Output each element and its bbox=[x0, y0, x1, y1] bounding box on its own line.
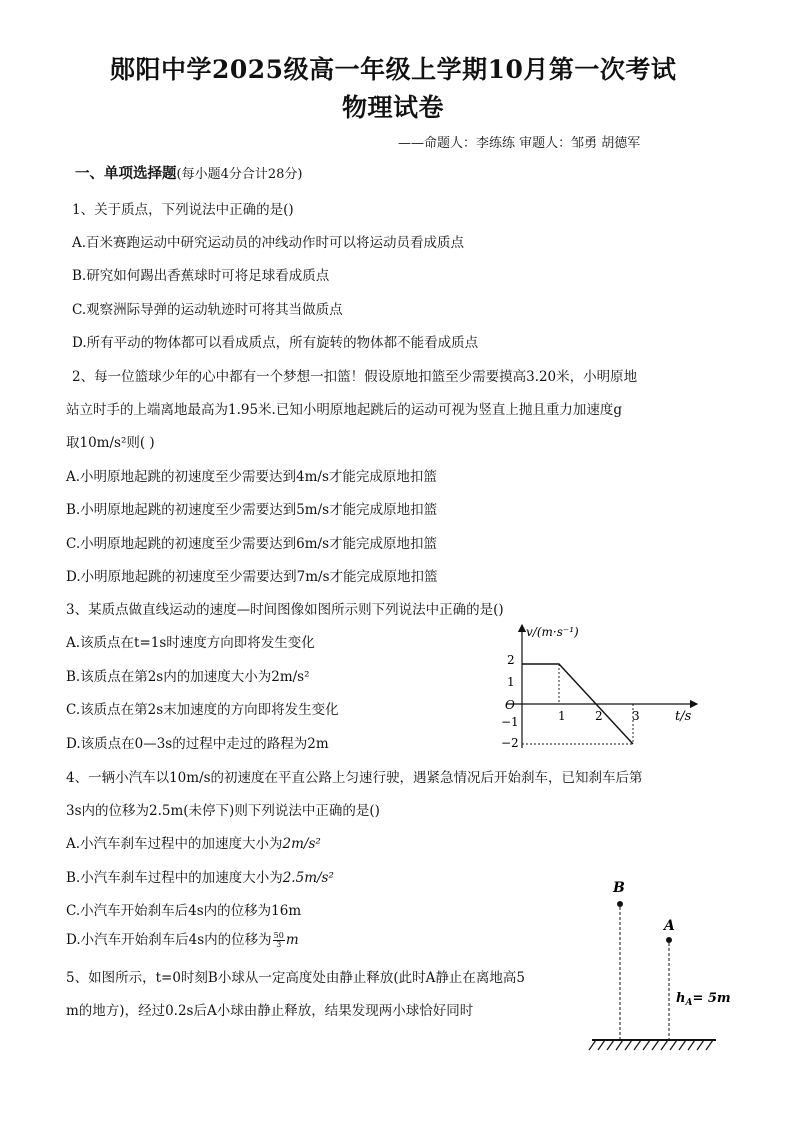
fraction-numerator: 50 bbox=[273, 931, 284, 940]
q4-option-b-math: 2.5m/s² bbox=[282, 870, 334, 886]
hatch-stroke bbox=[661, 1040, 668, 1050]
ball-b bbox=[617, 901, 623, 907]
section-title: 一、单项选择题 bbox=[75, 165, 177, 182]
y-tick-1: 1 bbox=[507, 675, 515, 689]
ball-a-label: A bbox=[664, 918, 675, 934]
ball-b-label: B bbox=[613, 880, 625, 896]
y-tick-neg1: −1 bbox=[501, 715, 519, 729]
q4-stem-line2: 3s内的位移为2.5m(未停下)则下列说法中正确的是() bbox=[66, 803, 380, 819]
x-tick-2: 2 bbox=[595, 709, 603, 723]
q4-option-d bbox=[66, 928, 299, 949]
q1-option-d: D.所有平动的物体都可以看成质点，所有旋转的物体都不能看成质点 bbox=[72, 335, 479, 351]
q5-stem-line1: 5、如图所示，t=0时刻B小球从一定高度处由静止释放(此时A静止在离地高5 bbox=[66, 970, 525, 986]
q1-option-b: B.研究如何踢出香蕉球时可将足球看成质点 bbox=[72, 268, 330, 284]
exam-subtitle: 物理试卷 bbox=[342, 93, 445, 122]
y-tick-neg2: −2 bbox=[501, 736, 519, 750]
hatch-stroke bbox=[598, 1040, 605, 1050]
hatch-stroke bbox=[688, 1040, 695, 1050]
q2-option-b: B.小明原地起跳的初速度至少需要达到5m/s才能完成原地扣篮 bbox=[66, 502, 438, 518]
q2-option-d: D.小明原地起跳的初速度至少需要达到7m/s才能完成原地扣篮 bbox=[66, 569, 438, 585]
q5-stem-line2: m的地方)，经过0.2s后A小球由静止释放，结果发现两小球恰好同时 bbox=[66, 1003, 474, 1019]
q4-option-d-text: D.小汽车开始刹车后4s内的位移为 bbox=[66, 932, 272, 948]
q2-stem-line2: 站立时手的上端离地最高为1.95米.已知小明原地起跳后的运动可视为竖直上抛且重力加速度g bbox=[66, 402, 622, 418]
exam-title: 郧阳中学2025级高一年级上学期10月第一次考试 bbox=[110, 55, 677, 84]
x-axis-label: t/s bbox=[675, 709, 692, 724]
hatch-stroke bbox=[634, 1040, 641, 1050]
x-tick-3: 3 bbox=[632, 709, 640, 723]
ball-a bbox=[666, 937, 672, 943]
q2-stem-line1: 2、每一位篮球少年的心中都有一个梦想一扣篮！假设原地扣篮至少需要摸高3.20米，小明原地 bbox=[72, 369, 638, 385]
q1-stem: 1、关于质点，下列说法中正确的是() bbox=[72, 202, 294, 218]
author-line: ——命题人：李练练 审题人：邹勇 胡德军 bbox=[398, 136, 641, 151]
q4-option-c: C.小汽车开始刹车后4s内的位移为16m bbox=[66, 903, 302, 919]
origin-label: O bbox=[505, 698, 515, 712]
hatch-stroke bbox=[616, 1040, 623, 1050]
q1-option-a: A.百米赛跑运动中研究运动员的冲线动作时可以将运动员看成质点 bbox=[72, 235, 465, 251]
velocity-time-graph bbox=[495, 620, 705, 755]
hatch-stroke bbox=[625, 1040, 632, 1050]
q3-stem: 3、某质点做直线运动的速度—时间图像如图所示则下列说法中正确的是() bbox=[66, 602, 504, 618]
y-axis-label: v/(m·s⁻¹) bbox=[526, 625, 579, 639]
section-heading bbox=[75, 162, 302, 183]
hatch-stroke bbox=[679, 1040, 686, 1050]
hatch-stroke bbox=[652, 1040, 659, 1050]
hatch-stroke bbox=[670, 1040, 677, 1050]
q4-option-d-unit: m bbox=[285, 932, 299, 948]
falling-balls-figure bbox=[588, 872, 731, 1062]
hatch-stroke bbox=[643, 1040, 650, 1050]
height-value: = 5m bbox=[692, 991, 731, 1006]
x-tick-1: 1 bbox=[558, 709, 566, 723]
q3-option-a: A.该质点在t=1s时速度方向即将发生变化 bbox=[66, 635, 315, 651]
q4-option-a bbox=[66, 832, 321, 852]
q2-option-a: A.小明原地起跳的初速度至少需要达到4m/s才能完成原地扣篮 bbox=[66, 469, 437, 485]
ground-hatching bbox=[589, 1040, 713, 1050]
hatch-stroke bbox=[697, 1040, 704, 1050]
q4-option-a-math: 2m/s² bbox=[282, 836, 321, 852]
q2-option-c: C.小明原地起跳的初速度至少需要达到6m/s才能完成原地扣篮 bbox=[66, 536, 438, 552]
height-subscript: A bbox=[685, 998, 693, 1008]
q1-option-c: C.观察洲际导弹的运动轨迹时可将其当做质点 bbox=[72, 302, 343, 318]
q3-option-b: B.该质点在第2s内的加速度大小为2m/s² bbox=[66, 669, 310, 685]
hatch-stroke bbox=[607, 1040, 614, 1050]
q4-option-b bbox=[66, 866, 334, 886]
q4-option-a-text: A.小汽车刹车过程中的加速度大小为 bbox=[66, 836, 283, 852]
fraction-denominator: 3 bbox=[276, 940, 282, 949]
q3-option-c: C.该质点在第2s末加速度的方向即将发生变化 bbox=[66, 702, 339, 718]
height-label bbox=[676, 991, 731, 1008]
hatch-stroke bbox=[706, 1040, 713, 1050]
q4-option-b-text: B.小汽车刹车过程中的加速度大小为 bbox=[66, 870, 283, 886]
q3-option-d: D.该质点在0—3s的过程中走过的路程为2m bbox=[66, 736, 329, 752]
section-note: (每小题4分合计28分) bbox=[176, 167, 303, 182]
q2-stem-line3: 取10m/s²则( ) bbox=[66, 435, 155, 451]
height-symbol: h bbox=[676, 991, 686, 1006]
y-tick-2: 2 bbox=[507, 653, 515, 667]
hatch-stroke bbox=[589, 1040, 596, 1050]
q4-stem-line1: 4、一辆小汽车以10m/s的初速度在平直公路上匀速行驶，遇紧急情况后开始刹车，已知刹车后第 bbox=[66, 770, 643, 786]
q4-option-d-fraction bbox=[273, 932, 285, 949]
